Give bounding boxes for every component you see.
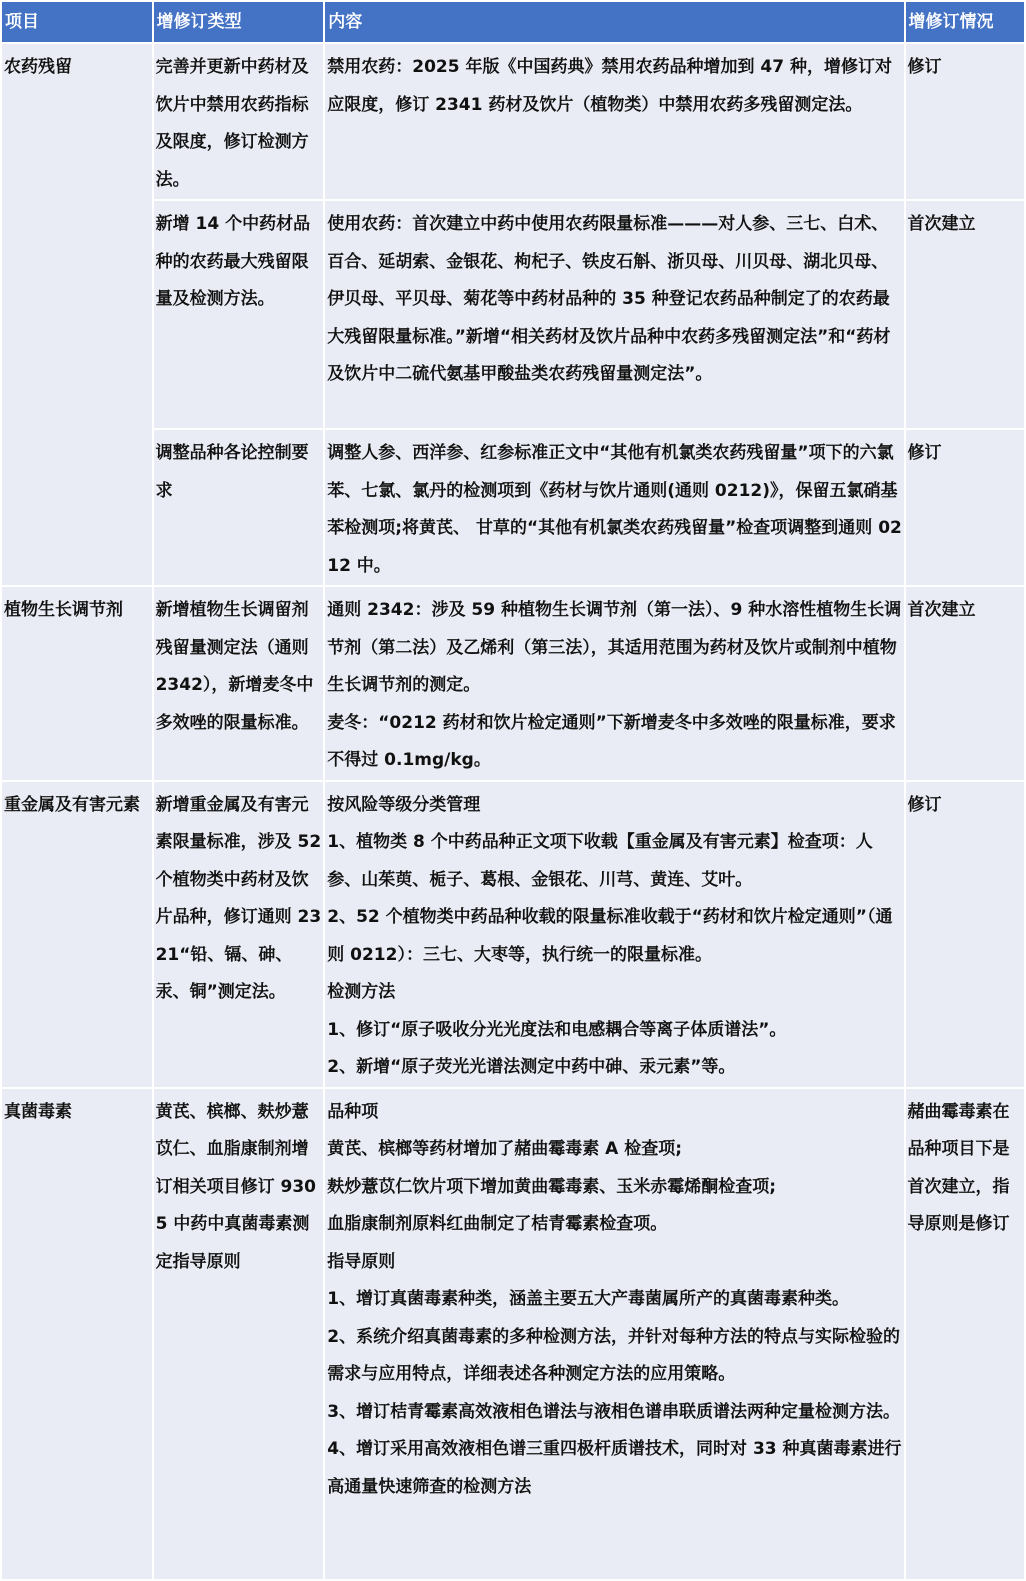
content-line: 1、植物类 8 个中药品种正文项下收载【重金属及有害元素】检查项：人参、山茱萸、栀子、葛根、金银花、川芎、黄连、艾叶。 xyxy=(327,832,873,890)
header-type: 增修订类型 xyxy=(154,2,324,42)
content-line: 2、52 个植物类中药品种收载的限量标准收载于“药材和饮片检定通则”（通则 0212）：三七、大枣等，执行统一的限量标准。 xyxy=(327,907,893,965)
status-cell: 首次建立 xyxy=(906,587,1025,780)
type-cell: 黄芪、槟榔、麸炒薏苡仁、血脂康制剂增订相关项目修订 9305 中药中真菌毒素测定指导原则 xyxy=(154,1089,324,1579)
table-row xyxy=(2,44,1024,199)
content-line: 3、增订桔青霉素高效液相色谱法与液相色谱串联质谱法两种定量检测方法。 xyxy=(327,1401,901,1422)
content-line: 麦冬：“0212 药材和饮片检定通则”下新增麦冬中多效唑的限量标准，要求不得过 0.1mg/kg。 xyxy=(327,712,896,770)
item-cell: 植物生长调节剂 xyxy=(2,587,152,780)
content-line: 调整人参、西洋参、红参标准正文中“其他有机氯类农药残留量”项下的六氯苯、七氯、氯丹的检测项到《药材与饮片通则(通则 0212)》，保留五氯硝基苯检测项;将黄芪、 甘草的“其他有机氯类农药残留量”检查项调整到通则 0212 中。 xyxy=(327,443,902,576)
type-cell: 新增重金属及有害元素限量标准，涉及 52 个植物类中药材及饮片品种，修订通则 2321“铅、镉、砷、汞、铜”测定法。 xyxy=(154,782,324,1087)
content-line: 血脂康制剂原料红曲制定了桔青霉素检查项。 xyxy=(327,1214,668,1234)
status-cell: 修订 xyxy=(906,782,1025,1087)
header-status: 增修订情况 xyxy=(906,2,1025,42)
status-cell: 修订 xyxy=(906,430,1025,585)
item-cell: 农药残留 xyxy=(2,44,152,585)
item-cell: 真菌毒素 xyxy=(2,1089,152,1579)
table-row xyxy=(2,430,1024,585)
content-line: 禁用农药：2025 年版《中国药典》禁用农药品种增加到 47 种，增修订对应限度，修订 2341 药材及饮片（植物类）中禁用农药多残留测定法。 xyxy=(327,57,892,115)
content-line: 指导原则 xyxy=(327,1251,396,1272)
header-row xyxy=(2,2,1024,42)
header-content: 内容 xyxy=(325,2,903,42)
content-line: 通则 2342：涉及 59 种植物生长调节剂（第一法）、9 种水溶性植物生长调节剂（第二法）及乙烯利（第三法），其适用范围为药材及饮片或制剂中植物生长调节剂的测定。 xyxy=(327,600,902,695)
item-cell: 重金属及有害元素 xyxy=(2,782,152,1087)
content-cell xyxy=(325,430,903,585)
content-line: 检测方法 xyxy=(327,982,396,1002)
table-row xyxy=(2,587,1024,780)
content-line: 使用农药：首次建立中药中使用农药限量标准———对人参、三七、白术、百合、延胡索、金银花、枸杞子、铁皮石斛、浙贝母、川贝母、湖北贝母、伊贝母、平贝母、菊花等中药材品种的 35 种登记农药品种制定了的农药最大残留限量标准。”新增“相关药材及饮片品种中农药多残留测定法”和“药材及饮片中二硫代氨基甲酸盐类农药残留量测定法”。 xyxy=(327,214,891,384)
content-line: 2、新增“原子荧光光谱法测定中药中砷、汞元素”等。 xyxy=(327,1057,736,1077)
content-cell xyxy=(325,201,903,428)
type-cell: 新增植物生长调留剂残留量测定法（通则 2342），新增麦冬中多效唑的限量标准。 xyxy=(154,587,324,780)
status-cell: 修订 xyxy=(906,44,1025,199)
table-row xyxy=(2,201,1024,428)
content-line: 麸炒薏苡仁饮片项下增加黄曲霉毒素、玉米赤霉烯酮检查项; xyxy=(327,1176,777,1197)
content-line: 4、增订采用高效液相色谱三重四极杆质谱技术，同时对 33 种真菌毒素进行高通量快速筛查的检测方法 xyxy=(327,1439,902,1497)
content-cell xyxy=(325,782,903,1087)
status-cell: 首次建立 xyxy=(906,201,1025,428)
type-cell: 新增 14 个中药材品种的农药最大残留限量及检测方法。 xyxy=(154,201,324,428)
table-row xyxy=(2,1089,1024,1579)
content-line: 黄芪、槟榔等药材增加了赭曲霉毒素 A 检查项; xyxy=(327,1139,683,1159)
content-cell xyxy=(325,1089,903,1579)
content-line: 1、增订真菌毒素种类，涵盖主要五大产毒菌属所产的真菌毒素种类。 xyxy=(327,1289,850,1309)
content-line: 2、系统介绍真菌毒素的多种检测方法，并针对每种方法的特点与实际检验的需求与应用特点，详细表述各种测定方法的应用策略。 xyxy=(327,1326,901,1384)
type-cell: 调整品种各论控制要求 xyxy=(154,430,324,585)
content-line: 按风险等级分类管理 xyxy=(327,794,481,815)
content-line: 1、修订“原子吸收分光光度法和电感耦合等离子体质谱法”。 xyxy=(327,1019,787,1040)
content-line: 品种项 xyxy=(327,1101,379,1122)
content-cell xyxy=(325,587,903,780)
header-item: 项目 xyxy=(2,2,152,42)
table-row xyxy=(2,782,1024,1087)
type-cell: 完善并更新中药材及饮片中禁用农药指标及限度，修订检测方法。 xyxy=(154,44,324,199)
status-cell: 赭曲霉毒素在品种项目下是首次建立，指导原则是修订 xyxy=(906,1089,1025,1579)
content-cell xyxy=(325,44,903,199)
